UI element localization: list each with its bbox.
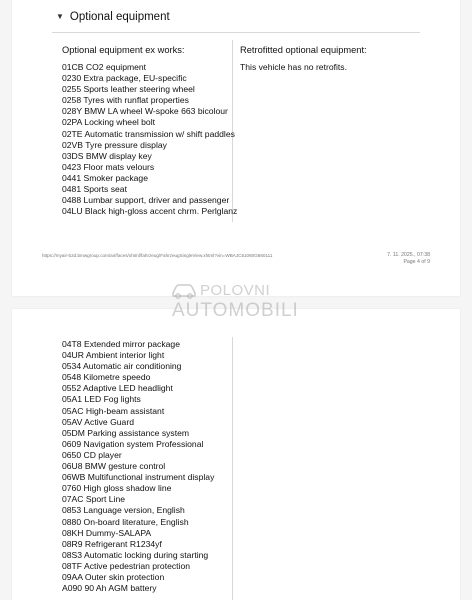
footer-meta [387,252,430,266]
list-item: 0548 Kilometre speedo [62,372,151,383]
list-item: 02PA Locking wheel bolt [62,117,156,128]
document-page-5 [12,309,460,600]
section-divider [52,32,420,33]
column-divider [232,337,233,600]
list-item: 0488 Lumbar support, driver and passenger [62,195,230,206]
list-item: 0760 High gloss shadow line [62,483,172,494]
chevron-down-icon: ▼ [56,11,64,21]
ex-works-equipment-list-continued [62,339,214,594]
list-item: 09AA Outer skin protection [62,571,165,582]
list-item: 01CB CO2 equipment [62,62,147,72]
list-item: 06WB Multifunctional instrument display [62,472,215,483]
list-item: 0534 Automatic air conditioning [62,361,182,372]
list-item: 06U8 BMW gesture control [62,461,166,472]
list-item: 04UR Ambient interior light [62,350,165,361]
retrofitted-heading: Retrofitted optional equipment: [240,45,367,55]
ex-works-equipment-list [62,62,237,217]
list-item: 05A1 LED Fog lights [62,394,141,405]
list-item: 02VB Tyre pressure display [62,139,167,150]
list-item: 03DS BMW display key [62,150,152,161]
list-item: 04LU Black high-gloss accent chrm. Perlglanz [62,206,238,217]
section-title: Optional equipment [69,11,170,23]
list-item: 07AC Sport Line [62,494,126,505]
ex-works-heading: Optional equipment ex works: [62,45,185,55]
list-item: 0880 On-board literature, English [62,516,189,527]
list-item: 0481 Sports seat [62,184,127,195]
list-item: 0230 Extra package, EU-specific [62,73,187,84]
list-item: 0552 Adaptive LED headlight [62,383,173,394]
page-number: Page 4 of 9 [403,259,430,265]
list-item: 0609 Navigation system Professional [62,438,204,449]
list-item: 0441 Smoker package [62,172,148,183]
car-logo-icon [170,280,198,300]
watermark [170,280,310,328]
list-item: 0258 Tyres with runflat properties [62,95,189,106]
list-item: 0853 Language version, English [62,505,185,516]
optional-equipment-section-toggle[interactable] [56,11,170,23]
list-item: 08KH Dummy-SALAPA [62,527,152,538]
document-page-4 [12,0,460,296]
watermark-line1: POLOVNI [200,282,271,299]
list-item: 08TF Active pedestrian protection [62,560,191,571]
list-item: 08S3 Automatic locking during starting [62,549,209,560]
list-item: 04T8 Extended mirror package [62,339,180,349]
list-item: A090 90 Ah AGM battery [62,583,157,594]
list-item: 0423 Floor mats velours [62,161,155,172]
watermark-line2: AUTOMOBILI [172,300,299,321]
footer-url-link[interactable]: https://myair-b2d.bmwgroup.com/air/faces/xhtml/fahrzeug/FahrzeugSingleView.xhtml?vin=WBAJC51060G660111 [42,253,273,258]
list-item: 0650 CD player [62,449,122,460]
retrofit-status-text: This vehicle has no retrofits. [240,62,347,72]
list-item: 0255 Sports leather steering wheel [62,84,195,95]
list-item: 05AC High-beam assistant [62,405,165,416]
list-item: 028Y BMW LA wheel W-spoke 663 bicolour [62,106,228,117]
list-item: 05DM Parking assistance system [62,427,190,438]
list-item: 05AV Active Guard [62,416,134,427]
list-item: 08R9 Refrigerant R1234yf [62,538,162,549]
list-item: 02TE Automatic transmission w/ shift paddles [62,128,235,139]
footer-date: 7. 11. 2025., 07:38 [387,252,430,258]
